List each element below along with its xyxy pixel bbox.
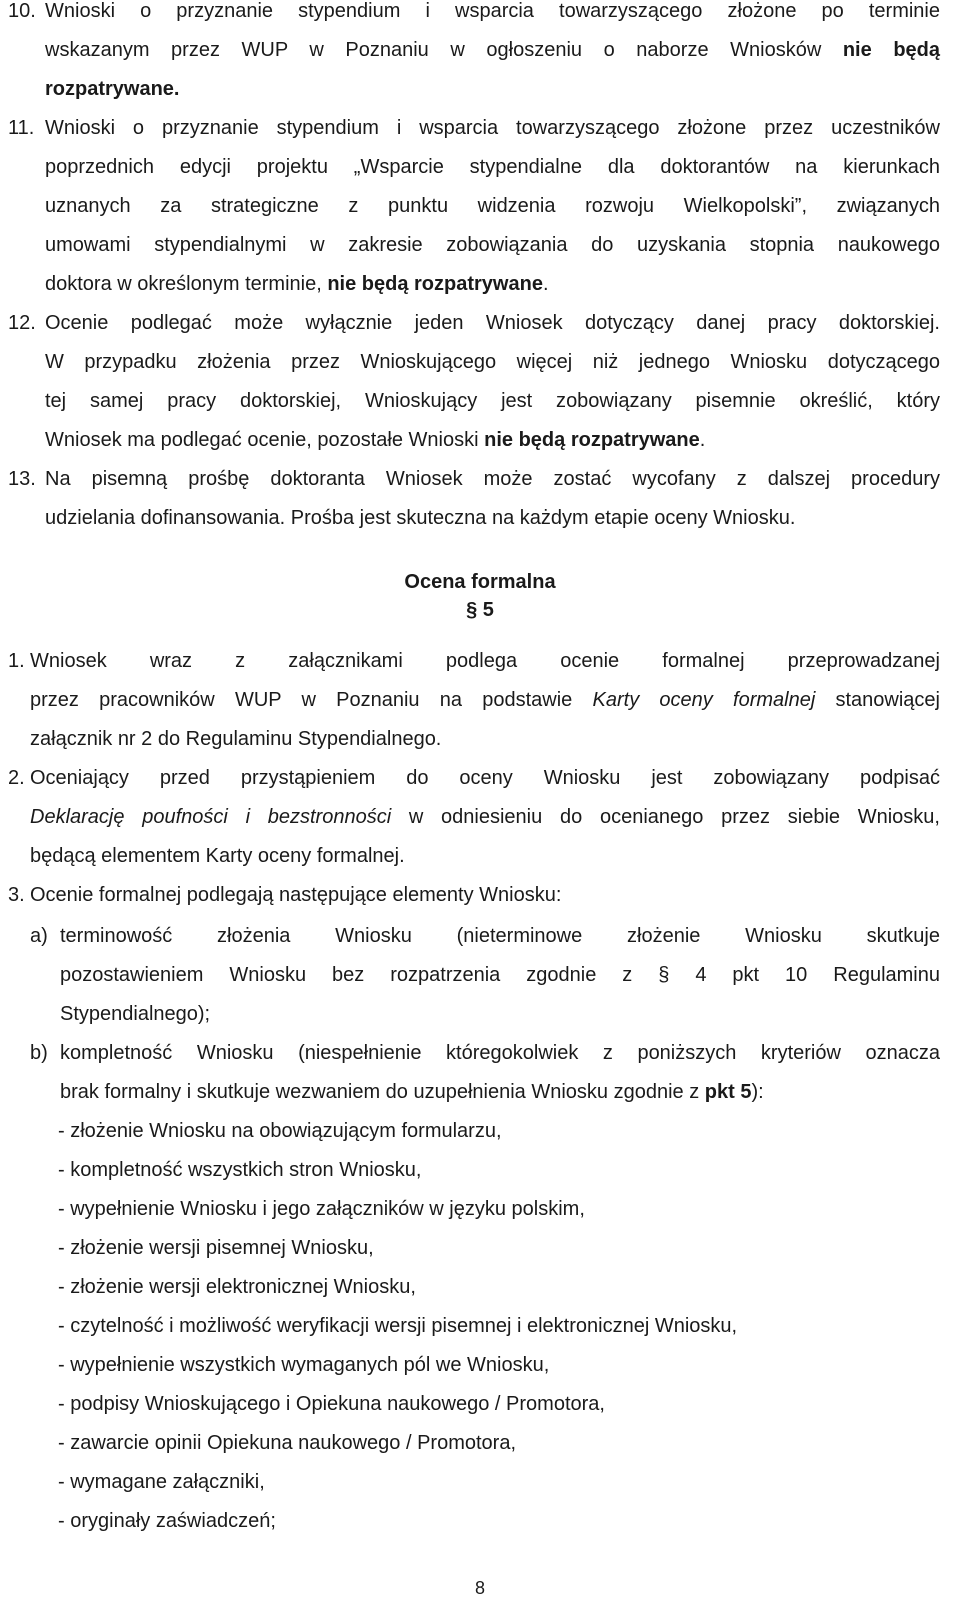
text-line: terminowość złożenia Wniosku (nieterminowe złożenie Wniosku skutkuje <box>60 925 940 947</box>
text-line: Wniosek ma podlegać ocenie, pozostałe Wnioski nie będą rozpatrywane. <box>45 429 706 451</box>
text-line: udzielania dofinansowania. Prośba jest skuteczna na każdym etapie oceny Wniosku. <box>45 507 796 529</box>
criteria-item: - złożenie wersji elektronicznej Wniosku, <box>58 1276 416 1298</box>
sub-item-a <box>60 925 940 1042</box>
formal-paragraph-3 <box>30 884 940 923</box>
text-line: poprzednich edycji projektu „Wsparcie stypendialne dla doktorantów na kierunkach <box>45 156 940 178</box>
item-number: 12. <box>8 312 36 334</box>
criteria-item: - kompletność wszystkich stron Wniosku, <box>58 1159 422 1181</box>
text-line: przez pracowników WUP w Poznaniu na podstawie Karty oceny formalnej stanowiącej <box>30 689 940 711</box>
criteria-item: - wypełnienie Wniosku i jego załączników w języku polskim, <box>58 1198 585 1220</box>
page-number: 8 <box>474 1578 485 1598</box>
text-line: będącą elementem Karty oceny formalnej. <box>30 845 405 867</box>
emphasis: nie będą rozpatrywane <box>484 429 700 451</box>
criteria-item: - złożenie Wniosku na obowiązującym formularzu, <box>58 1120 502 1142</box>
text-line: Oceniający przed przystąpieniem do oceny Wniosku jest zobowiązany podpisać <box>30 767 940 789</box>
emphasis: pkt 5 <box>704 1081 752 1103</box>
item-number: 11. <box>8 117 35 139</box>
sub-item-label: b) <box>30 1042 48 1064</box>
emphasis: rozpatrywane. <box>45 78 180 100</box>
text-line: W przypadku złożenia przez Wnioskującego więcej niż jednego Wniosku dotyczącego <box>45 351 940 373</box>
italic-term: Karty oceny formalnej <box>592 689 816 711</box>
emphasis: nie będą <box>842 39 940 61</box>
emphasis: nie będą rozpatrywane <box>327 273 543 295</box>
item-number: 1. <box>8 650 25 672</box>
text-line: Wnioski o przyznanie stypendium i wsparcia towarzyszącego złożone po terminie <box>45 0 940 22</box>
text-line: uznanych za strategiczne z punktu widzenia rozwoju Wielkopolski”, związanych <box>45 195 940 217</box>
criteria-item: - zawarcie opinii Opiekuna naukowego / Promotora, <box>58 1432 517 1454</box>
criteria-item: - wypełnienie wszystkich wymaganych pól we Wniosku, <box>58 1354 550 1376</box>
criteria-item: - złożenie wersji pisemnej Wniosku, <box>58 1237 374 1259</box>
sub-item-label: a) <box>30 925 48 947</box>
item-number: 2. <box>8 767 25 789</box>
formal-paragraph-1 <box>30 650 940 767</box>
sub-item-b <box>60 1042 940 1120</box>
paragraph-11 <box>45 117 940 312</box>
criteria-item: - oryginały zaświadczeń; <box>58 1510 276 1532</box>
text-line: brak formalny i skutkuje wezwaniem do uzupełnienia Wniosku zgodnie z pkt 5): <box>60 1081 764 1103</box>
text-line: doktora w określonym terminie, nie będą rozpatrywane. <box>45 273 549 295</box>
criteria-item: - czytelność i możliwość weryfikacji wersji pisemnej i elektronicznej Wniosku, <box>58 1315 738 1337</box>
criteria-item: - wymagane załączniki, <box>58 1471 265 1493</box>
text-line: załącznik nr 2 do Regulaminu Stypendialnego. <box>30 728 442 750</box>
text-line: Deklarację poufności i bezstronności w odniesieniu do ocenianego przez siebie Wniosku, <box>30 806 940 828</box>
paragraph-13 <box>45 468 940 546</box>
text-line: Stypendialnego); <box>60 1003 211 1025</box>
paragraph-12 <box>45 312 940 468</box>
text-line: Wniosek wraz z załącznikami podlega ocenie formalnej przeprowadzanej <box>30 650 940 672</box>
text-line: kompletność Wniosku (niespełnienie któregokolwiek z poniższych kryteriów oznacza <box>60 1042 940 1064</box>
formal-paragraph-2 <box>30 767 940 884</box>
text-line: pozostawieniem Wniosku bez rozpatrzenia zgodnie z § 4 pkt 10 Regulaminu <box>60 964 940 986</box>
text-line: Na pisemną prośbę doktoranta Wniosek może zostać wycofany z dalszej procedury <box>45 468 940 490</box>
text-line: Ocenie podlegać może wyłącznie jeden Wniosek dotyczący danej pracy doktorskiej. <box>45 312 940 334</box>
section-title: Ocena formalna <box>404 571 556 593</box>
item-number: 3. <box>8 884 25 906</box>
text-line: tej samej pracy doktorskiej, Wnioskujący jest zobowiązany pisemnie określić, który <box>45 390 940 412</box>
criteria-item: - podpisy Wnioskującego i Opiekuna naukowego / Promotora, <box>58 1393 605 1415</box>
item-number: 13. <box>8 468 36 490</box>
text-line: Wnioski o przyznanie stypendium i wsparcia towarzyszącego złożone przez uczestników <box>45 117 940 139</box>
text-line: Ocenie formalnej podlegają następujące elementy Wniosku: <box>30 884 562 906</box>
paragraph-10 <box>45 0 940 117</box>
text-line <box>45 78 940 117</box>
text-line: umowami stypendialnymi w zakresie zobowiązania do uzyskania stopnia naukowego <box>45 234 940 256</box>
paragraph-symbol: § 5 <box>466 599 494 621</box>
text-line: wskazanym przez WUP w Poznaniu w ogłoszeniu o naborze Wniosków nie będą <box>45 39 940 61</box>
item-number: 10. <box>8 0 36 22</box>
italic-term: Deklarację poufności i bezstronności <box>30 806 392 828</box>
